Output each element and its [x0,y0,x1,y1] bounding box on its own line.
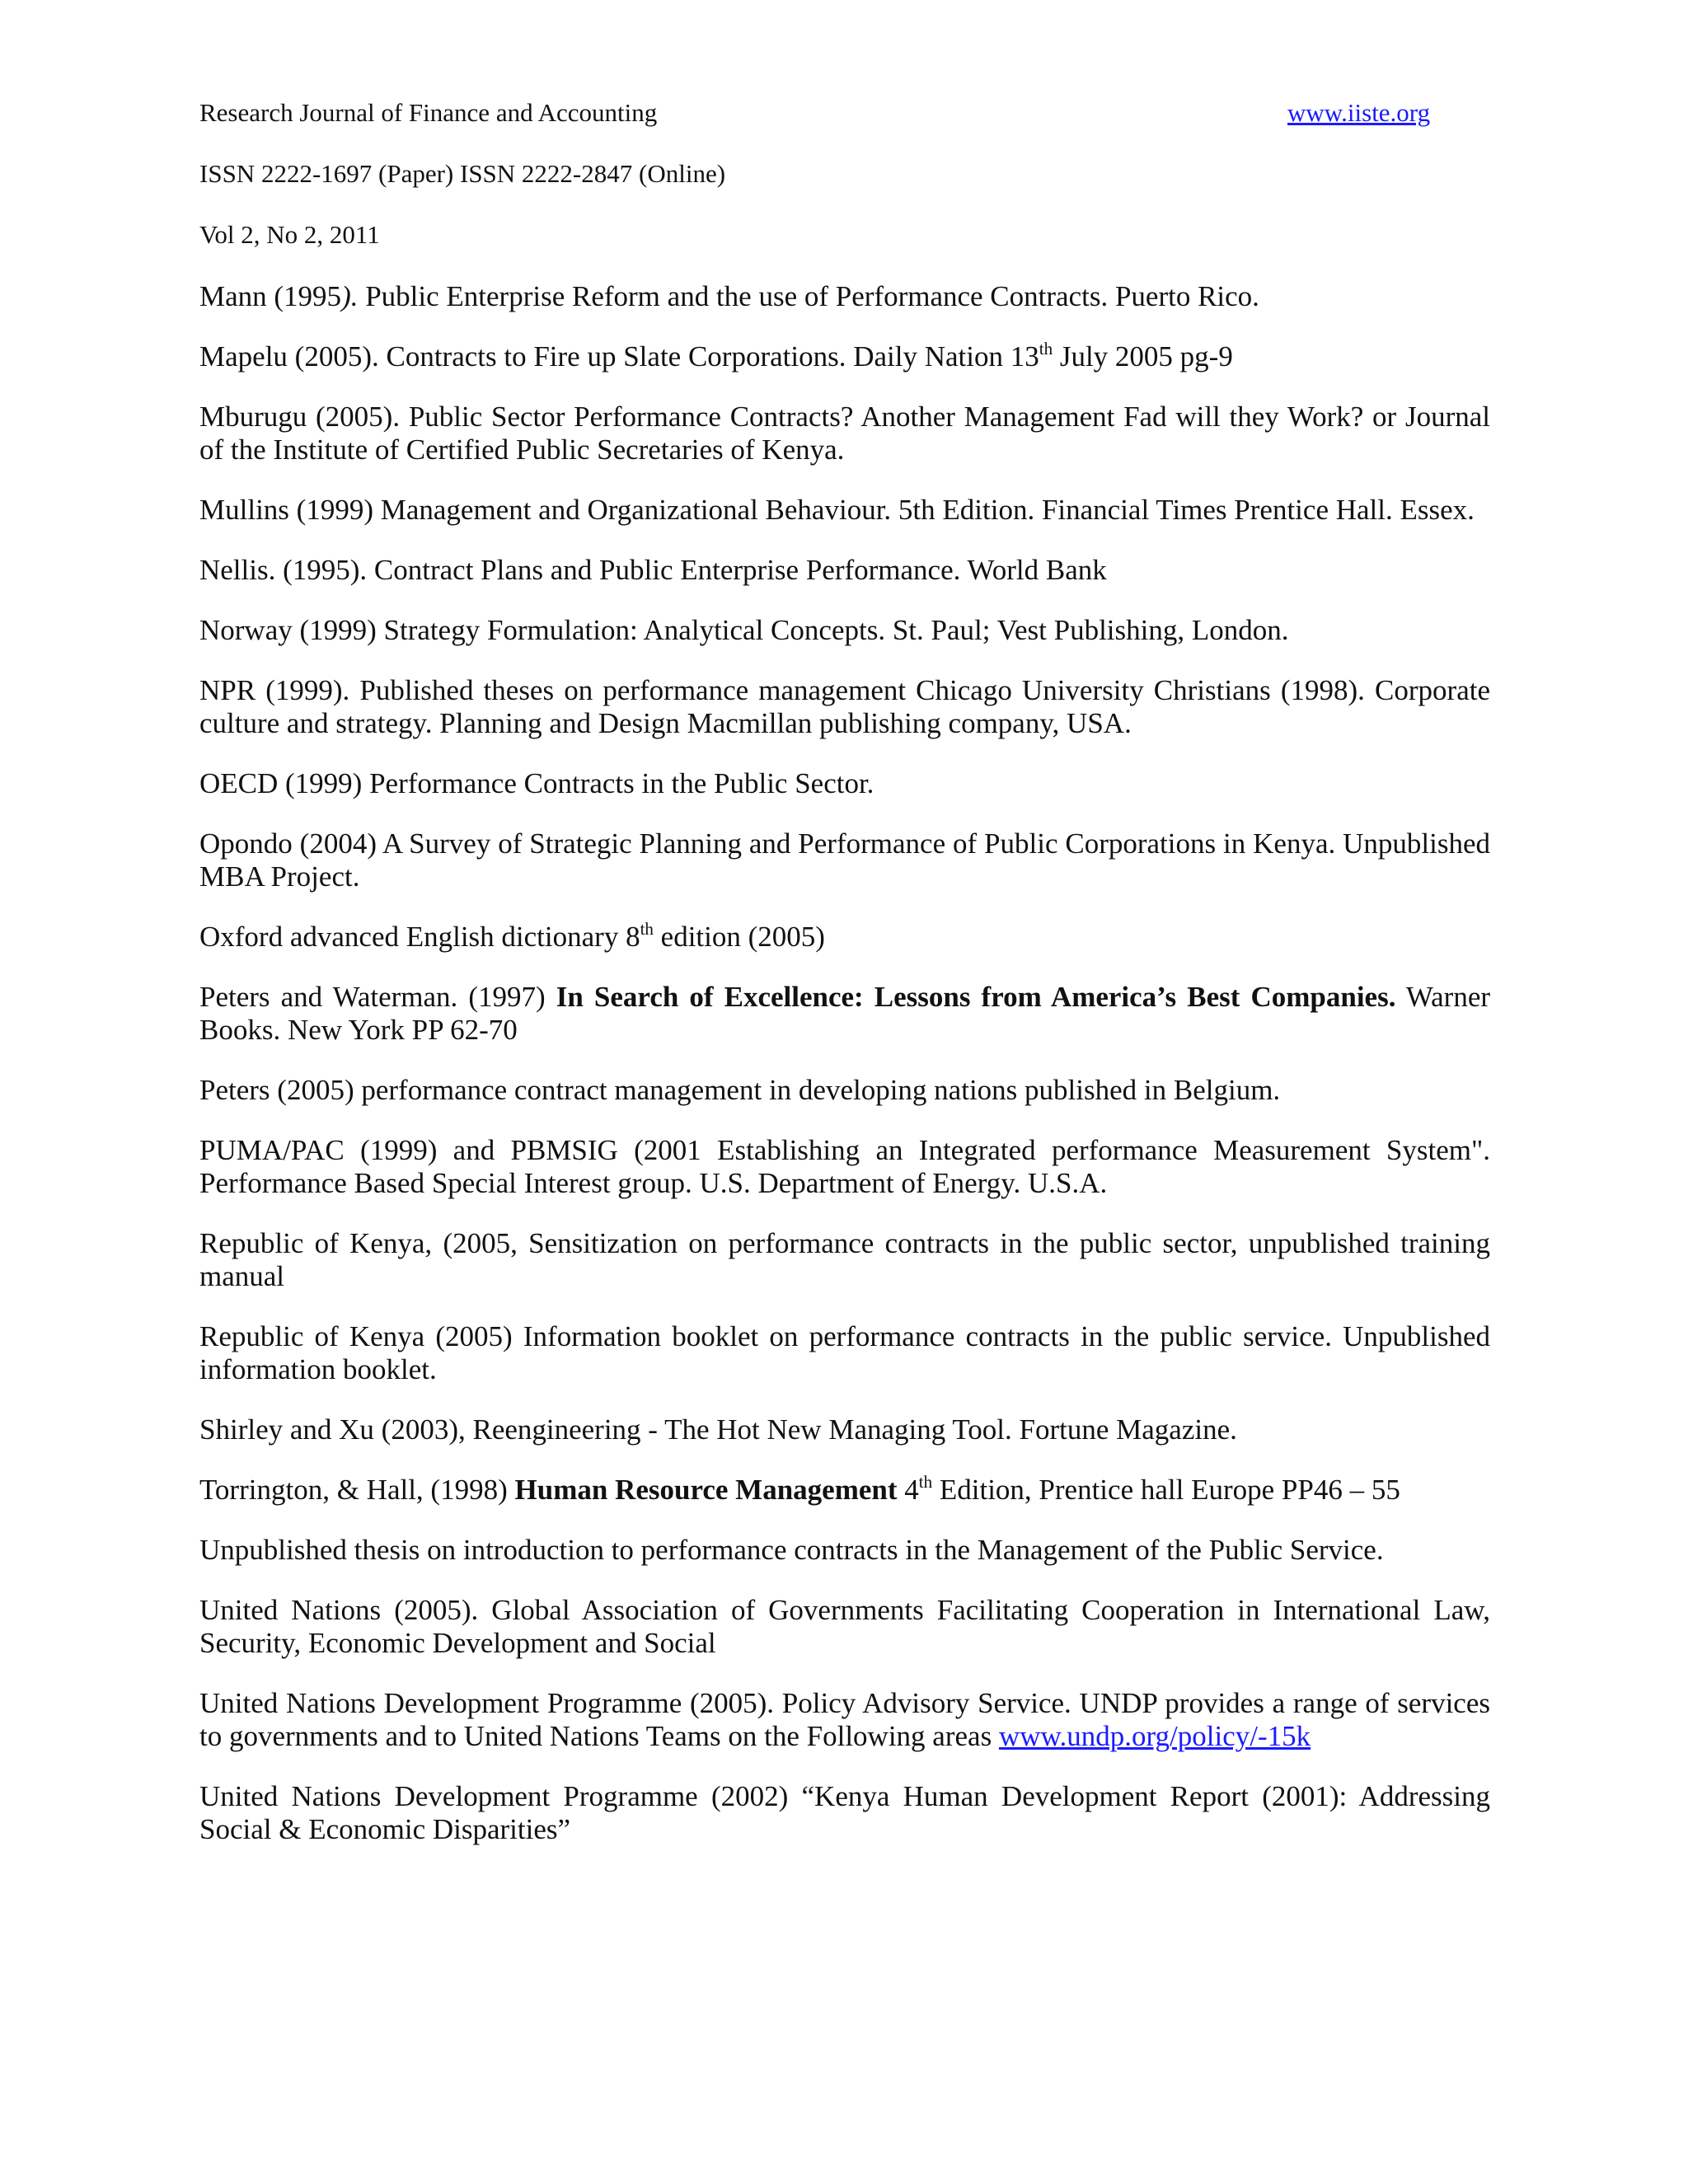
reference-torrington-sup: th [918,1472,933,1492]
reference-peters-waterman [199,981,1490,1047]
reference-un-2005: United Nations (2005). Global Association of Governments Facilitating Cooperation in International Law, Security, Economic Development and Social [199,1594,1490,1659]
reference-torrington-mid: 4 [897,1474,919,1506]
reference-mapelu-sup: th [1039,339,1053,359]
reference-undp-2002: United Nations Development Programme (2002) “Kenya Human Development Report (2001): Addressing Social & Economic Disparities” [199,1780,1490,1845]
reference-oxford-tail: edition (2005) [653,921,825,953]
reference-torrington-title: Human Resource Management [514,1474,898,1506]
reference-mann-paren: ). [341,280,359,312]
reference-peters-2005: Peters (2005) performance contract management in developing nations published in Belgium. [199,1074,1281,1106]
reference-undp-2005 [199,1687,1490,1753]
reference-torrington-tail: Edition, Prentice hall Europe PP46 – 55 [932,1474,1400,1506]
reference-mann [199,280,1490,313]
reference-mann-author: Mann (1995 [199,280,342,312]
reference-mapelu [199,340,1490,373]
reference-list [199,280,1490,1846]
reference-mburugu: Mburugu (2005). Public Sector Performance Contracts? Another Management Fad will they Work? or Journal of the Institute of Certified Public Secretaries of Kenya. [199,401,1490,466]
issn-line: ISSN 2222-1697 (Paper) ISSN 2222-2847 (Online) [199,159,726,188]
reference-undp-2005-text: United Nations Development Programme (2005). Policy Advisory Service. UNDP provides a range of services to governments and to United Nations Teams on the Following areas [199,1687,1490,1752]
undp-policy-link[interactable]: www.undp.org/policy/-15k [998,1720,1311,1752]
reference-torrington-lead: Torrington, & Hall, (1998) [199,1474,515,1506]
reference-mann-text: Public Enterprise Reform and the use of Performance Contracts. Puerto Rico. [358,280,1259,312]
document-page [199,97,1490,1873]
reference-oecd: OECD (1999) Performance Contracts in the Public Sector. [199,767,874,799]
reference-peters-waterman-tail: Warner Books. New York PP 62-70 [199,981,1491,1046]
reference-mapelu-tail: July 2005 pg-9 [1053,340,1233,373]
journal-title: Research Journal of Finance and Accounting [199,98,658,127]
reference-mullins: Mullins (1999) Management and Organizational Behaviour. 5th Edition. Financial Times Prentice Hall. Essex. [199,494,1475,526]
reference-unpublished-thesis: Unpublished thesis on introduction to performance contracts in the Management of the Public Service. [199,1534,1384,1566]
reference-shirley: Shirley and Xu (2003), Reengineering - The Hot New Managing Tool. Fortune Magazine. [199,1413,1237,1446]
reference-opondo: Opondo (2004) A Survey of Strategic Planning and Performance of Public Corporations in Kenya. Unpublished MBA Project. [199,827,1490,893]
reference-mapelu-text: Mapelu (2005). Contracts to Fire up Slate Corporations. Daily Nation 13 [199,340,1039,373]
reference-oxford-text: Oxford advanced English dictionary 8 [199,921,640,953]
reference-norway: Norway (1999) Strategy Formulation: Analytical Concepts. St. Paul; Vest Publishing, London. [199,614,1289,646]
reference-peters-waterman-title: In Search of Excellence: Lessons from America’s Best Companies. [556,981,1396,1013]
reference-puma: PUMA/PAC (1999) and PBMSIG (2001 Establishing an Integrated performance Measurement System". Performance Based Special Interest group. U.S. Department of Energy. U.S.A. [199,1134,1490,1199]
journal-website-link[interactable]: www.iiste.org [1287,98,1431,127]
reference-kenya-booklet: Republic of Kenya (2005) Information booklet on performance contracts in the public service. Unpublished information booklet. [199,1320,1490,1385]
reference-npr: NPR (1999). Published theses on performance management Chicago University Christians (1998). Corporate culture and strategy. Planning and Design Macmillan publishing company, USA. [199,674,1490,739]
reference-torrington [199,1474,1490,1507]
reference-oxford [199,921,1490,954]
reference-kenya-sensitization: Republic of Kenya, (2005, Sensitization on performance contracts in the public sector, unpublished training manual [199,1227,1490,1292]
reference-oxford-sup: th [640,919,654,939]
reference-peters-waterman-lead: Peters and Waterman. (1997) [199,981,556,1013]
journal-header [199,97,1490,129]
volume-line: Vol 2, No 2, 2011 [199,220,380,249]
reference-nellis: Nellis. (1995). Contract Plans and Public Enterprise Performance. World Bank [199,554,1107,586]
